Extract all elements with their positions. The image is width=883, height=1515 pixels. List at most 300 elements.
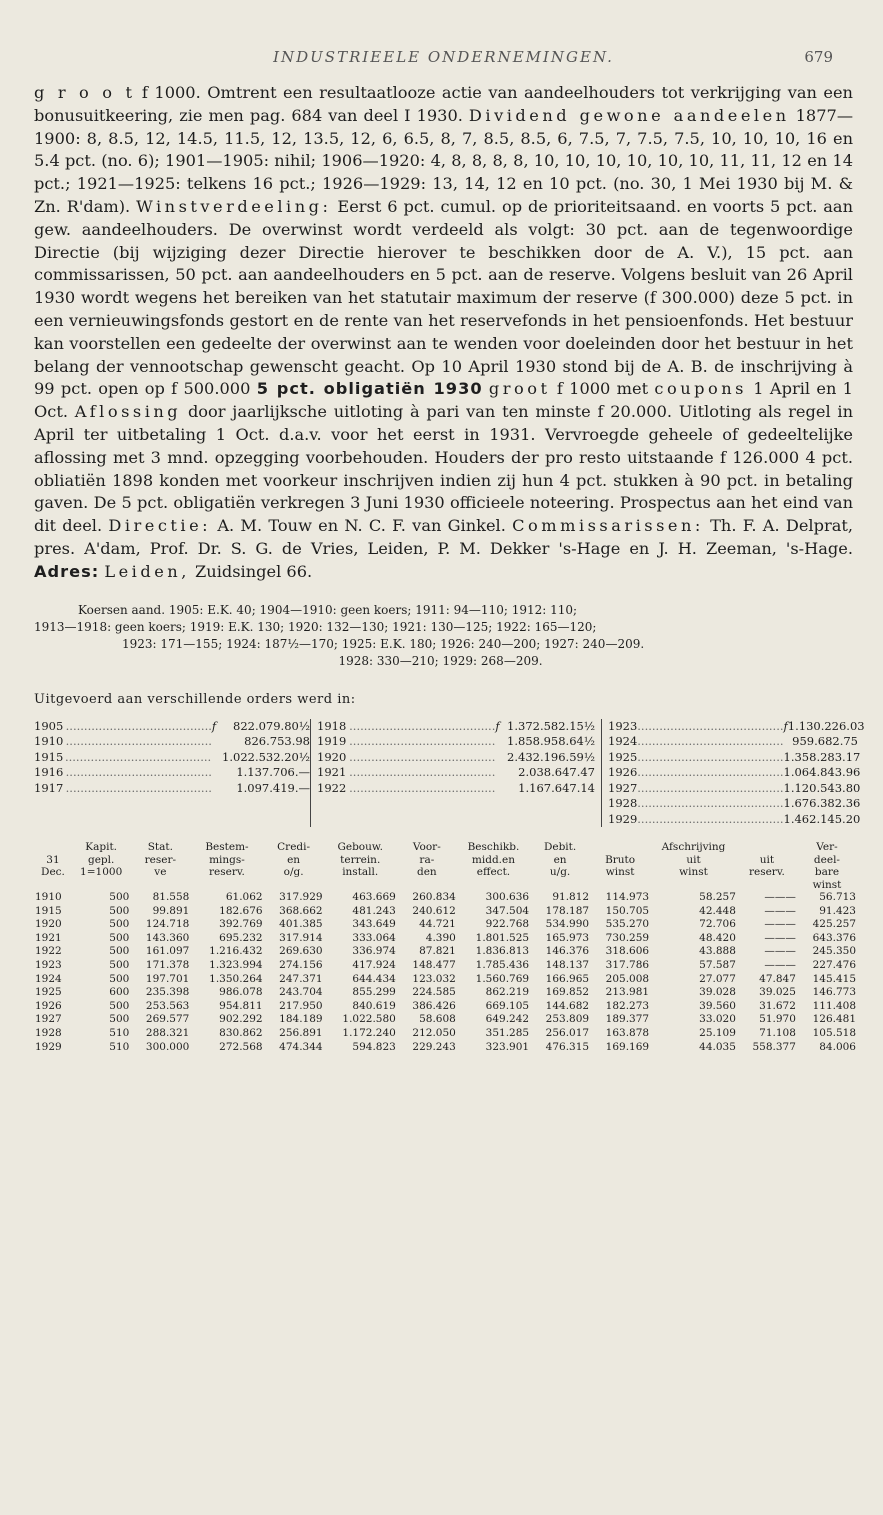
order-year: 1927	[608, 780, 638, 795]
order-year: 1915	[34, 749, 64, 764]
table-cell: 343.649	[352, 918, 396, 931]
header-cell: uit	[686, 853, 701, 866]
order-row	[608, 811, 861, 828]
table-cell: 1.216.432	[209, 945, 263, 958]
leader-dots: ........................................	[349, 780, 496, 795]
table-cell: 368.662	[279, 904, 323, 917]
order-year: 1923	[608, 718, 638, 733]
table-cell: 163.878	[605, 1026, 650, 1039]
leader-dots: ........................................	[637, 796, 784, 811]
table-cell: 47.847	[759, 972, 796, 985]
table-cell: 317.786	[605, 959, 650, 971]
currency-symbol	[784, 734, 792, 750]
text-run: f 1000 met	[550, 379, 655, 399]
header-row	[34, 879, 857, 892]
table-cell: 600	[109, 986, 130, 999]
table-cell: 25.109	[699, 1026, 736, 1039]
order-row	[317, 734, 595, 750]
label-adres: Adres:	[34, 561, 100, 581]
order-row	[608, 718, 865, 735]
table-cell: 169.852	[545, 986, 590, 999]
table-cell: 336.974	[352, 945, 396, 958]
leader-dots: ........................................	[349, 765, 496, 780]
table-cell: 500	[109, 931, 130, 944]
order-year: 1916	[34, 765, 64, 780]
header-row	[34, 854, 857, 867]
table-cell: 1924	[35, 972, 62, 985]
table-cell: 1910	[35, 891, 62, 904]
header-cell: Bestem-	[205, 841, 249, 854]
table-cell: 189.377	[605, 1013, 650, 1026]
currency-symbol: f	[211, 718, 217, 733]
table-cell: 1920	[35, 918, 62, 931]
header-cell	[737, 879, 797, 892]
table-cell: 217.950	[279, 999, 323, 1012]
leader-dots: ........................................	[65, 765, 212, 780]
table-cell: 51.970	[759, 1013, 796, 1026]
table-cell: 347.504	[485, 904, 530, 917]
table-cell: ———	[764, 918, 796, 931]
table-cell: 146.376	[545, 945, 590, 958]
header-row	[34, 866, 857, 879]
orders-column-1	[34, 719, 310, 828]
header-cell: Dec.	[41, 866, 65, 879]
order-row	[34, 750, 310, 766]
table-row	[34, 945, 857, 959]
header-cell: Afschrijving	[661, 841, 726, 854]
table-row	[34, 918, 857, 932]
table-cell: 500	[109, 999, 130, 1012]
currency-symbol	[495, 734, 506, 750]
table-cell: 146.773	[812, 986, 856, 999]
table-cell: 333.064	[352, 931, 396, 944]
header-cell: uit	[759, 853, 775, 866]
table-row	[34, 1013, 857, 1027]
table-cell: 386.426	[412, 999, 456, 1012]
table-cell: 114.973	[605, 891, 650, 904]
table-cell: 84.006	[819, 1040, 856, 1053]
table-cell: ———	[764, 959, 796, 971]
table-cell: ———	[764, 891, 796, 904]
page-number: 679	[804, 48, 833, 66]
table-cell: 1.560.769	[475, 972, 530, 985]
table-cell: 644.434	[352, 972, 396, 985]
table-cell: 171.378	[145, 959, 190, 971]
table-cell: 58.257	[699, 891, 736, 904]
order-row	[317, 719, 595, 735]
table-cell: 31.672	[759, 999, 796, 1012]
table-cell: 165.973	[545, 931, 590, 944]
table-cell: 99.891	[152, 904, 190, 917]
table-cell: 1.350.264	[209, 972, 263, 985]
koersen-line: Koersen aand. 1905: E.K. 40; 1904—1910: geen koers; 1911: 94—110; 1912: 110;	[78, 602, 578, 617]
table-cell: 61.062	[225, 891, 263, 904]
table-cell: 229.243	[412, 1040, 456, 1053]
table-cell: 476.315	[545, 1040, 590, 1053]
table-cell: 253.809	[545, 1013, 590, 1026]
currency-symbol	[211, 750, 222, 766]
leader-dots: ........................................	[64, 749, 212, 764]
leader-dots: ........................................	[637, 765, 784, 780]
header-row	[34, 841, 857, 854]
table-cell: 500	[109, 918, 130, 931]
currency-symbol	[212, 781, 223, 797]
table-row	[34, 986, 857, 1000]
order-year: 1928	[608, 796, 638, 811]
order-year: 1924	[608, 734, 638, 749]
header-cell	[34, 879, 72, 892]
koersen-line: 1913—1918: geen koers; 1919: E.K. 130; 1920: 132—130; 1921: 130—125; 1922: 165—120;	[34, 619, 597, 634]
header-cell: effect.	[476, 866, 511, 879]
table-cell: 272.568	[219, 1040, 263, 1053]
order-year: 1921	[317, 765, 347, 780]
header-cell: Bruto	[605, 853, 636, 866]
table-cell: 143.360	[145, 931, 190, 944]
financial-table	[34, 841, 857, 1054]
table-cell: 500	[109, 959, 130, 971]
text-run: 1877—1900: 8, 8.5, 12, 14.5, 11.5, 12, 13.5, 12, 6, 6.5, 8, 7, 8.5, 8.5, 6, 7.5, 7, 7.5, 7.5, 10, 10, 10, 16 en 5.4 pct. (no. 6); 1901—1905: nihil; 1906—1920: 4, 8, 8, 8, 8, 10, 10, 10, 10, 10, 10, 11, 11, 12 en 14 pct.; 1921—1925: telkens 16 pct.; 1926—1929: 13, 14, 12 en 10 pct. (no. 30, 1 Mei 1930 bij M. & Zn. R'dam).	[34, 105, 854, 216]
koersen-line: 1923: 171—155; 1924: 187½—170; 1925: E.K. 180; 1926: 240—200; 1927: 240—209.	[122, 636, 645, 651]
order-value: 2.038.647.47	[518, 765, 595, 780]
table-cell: ———	[764, 904, 796, 917]
span-leiden: Leiden,	[104, 561, 190, 581]
table-row	[34, 1000, 857, 1014]
table-cell: 954.811	[219, 999, 263, 1012]
table-cell: 247.371	[279, 972, 323, 985]
order-value: 1.137.706.—	[236, 765, 310, 780]
table-cell: 166.965	[545, 972, 590, 985]
table-cell: 500	[109, 972, 130, 985]
order-row	[608, 734, 858, 750]
table-cell: 510	[109, 1040, 130, 1053]
table-cell: 269.630	[279, 945, 323, 958]
table-cell: 253.563	[145, 999, 190, 1012]
table-cell: 481.243	[352, 904, 396, 917]
header-cell: en	[553, 853, 567, 866]
currency-symbol	[495, 765, 506, 781]
table-cell: ———	[764, 945, 796, 958]
label-commissarissen: Commissarissen:	[512, 516, 704, 536]
header-cell	[737, 841, 797, 854]
header-cell: winst	[605, 866, 635, 879]
order-row	[608, 749, 861, 766]
orders-heading: Uitgevoerd aan verschillende orders werd in:	[34, 691, 356, 707]
currency-symbol	[212, 765, 223, 781]
order-value: 1.022.532.20½	[222, 749, 310, 764]
table-cell: 213.981	[605, 986, 650, 999]
order-year: 1926	[608, 765, 638, 780]
table-cell: 1928	[35, 1026, 62, 1039]
table-cell: 4.390	[425, 931, 456, 944]
table-cell: 986.078	[219, 986, 263, 999]
leader-dots: ........................................	[65, 780, 212, 795]
label-aflossing: Aflossing	[74, 402, 182, 422]
table-cell: 184.189	[279, 1013, 323, 1026]
currency-symbol	[212, 734, 223, 750]
table-row	[34, 932, 857, 946]
table-cell: 317.914	[279, 931, 323, 944]
header-cell: o/g.	[283, 866, 304, 879]
order-year: 1919	[317, 734, 347, 749]
table-cell: 855.299	[352, 986, 396, 999]
order-value: 1.676.382.36	[783, 796, 861, 811]
order-value: 822.079.80½	[233, 718, 310, 733]
leader-dots: ........................................	[637, 780, 784, 795]
financial-table-body	[34, 891, 857, 1054]
order-value: 1.462.145.20	[783, 811, 861, 826]
table-cell: 123.032	[412, 972, 456, 985]
text-run: Eerst 6 pct. cumul. op de prioriteitsaand. en voorts 5 pct. aan gew. aandeelhouders. De overwinst wordt verdeeld als volgt: 30 pct. aan de tegenwoordige Directie (bij wijziging dezer Directie hierover te beschikken door de A. V.), 15 pct. aan commissarissen, 50 pct. aan aandeelhouders en 5 pct. aan de reserve. Volgens besluit van 26 April 1930 wordt wegens het bereiken van het statutair maximum der reserve (f 300.000) deze 5 pct. in een vernieuwingsfonds gestort en de rente van het reservefonds in het pensioenfonds. Het bestuur kan voorstellen een gedeelte der overwinst aan te wenden voor doeleinden door het bestuur in het belang der vennootschap gewenscht geacht. Op 10 April 1930 stond bij de A. B. de inschrijving à 99 pct. open op f 500.000	[34, 196, 853, 399]
order-value: 2.432.196.59½	[507, 749, 595, 764]
koersen-line: 1928: 330—210; 1929: 268—209.	[338, 653, 543, 668]
table-cell: ———	[764, 931, 796, 944]
header-cell: u/g.	[549, 866, 571, 879]
leader-dots: ........................................	[637, 811, 784, 826]
table-cell: 205.008	[605, 972, 650, 985]
table-cell: 71.108	[759, 1026, 796, 1039]
leader-dots: ........................................	[349, 734, 496, 749]
table-cell: 145.415	[812, 972, 856, 985]
table-cell: 1.172.240	[342, 1026, 396, 1039]
text-run: 1 April en 1 Oct.	[34, 379, 853, 422]
leader-dots: ........................................	[349, 749, 496, 764]
order-row	[317, 750, 595, 766]
table-cell: 474.344	[279, 1040, 323, 1053]
table-cell: 33.020	[699, 1013, 736, 1026]
header-cell: reser-	[144, 853, 177, 866]
table-cell: 27.077	[699, 972, 736, 985]
order-row	[608, 796, 861, 812]
order-year: 1922	[317, 780, 347, 795]
body-paragraph	[34, 82, 853, 584]
table-cell: 730.259	[605, 931, 650, 944]
header-cell	[397, 879, 457, 892]
table-cell: 161.097	[145, 945, 190, 958]
table-cell: 235.398	[145, 986, 190, 999]
table-cell: 39.028	[699, 986, 736, 999]
header-cell	[264, 879, 324, 892]
table-cell: 87.821	[419, 945, 456, 958]
leader-dots: ........................................	[349, 718, 496, 733]
header-cell: terrein.	[340, 853, 381, 866]
table-row	[34, 1027, 857, 1041]
label-winstverdeeling: Winstverdeeling:	[136, 196, 332, 216]
table-cell: 245.350	[812, 945, 856, 958]
table-cell: 126.481	[812, 1013, 856, 1026]
table-cell: 351.285	[485, 1026, 530, 1039]
header-cell: gepl.	[87, 853, 115, 866]
header-cell	[457, 879, 530, 892]
table-cell: 1925	[35, 986, 62, 999]
order-row	[317, 781, 595, 797]
table-cell: 643.376	[812, 931, 856, 944]
table-cell: 224.585	[412, 986, 456, 999]
table-cell: 510	[109, 1026, 130, 1039]
table-cell: 269.577	[145, 1013, 190, 1026]
table-cell: 401.385	[279, 918, 323, 931]
header-cell	[530, 879, 590, 892]
table-cell: 318.606	[605, 945, 650, 958]
header-cell	[590, 841, 650, 854]
table-cell: 425.257	[812, 918, 856, 931]
leader-dots: ........................................	[65, 718, 212, 733]
leader-dots: ........................................	[637, 734, 784, 749]
header-cell: Stat.	[147, 841, 173, 854]
text-run: Zuidsingel 66.	[189, 561, 313, 581]
header-cell: deel-	[813, 853, 840, 866]
table-cell: 840.619	[352, 999, 396, 1012]
table-cell: 500	[109, 904, 130, 917]
koersen-block	[34, 602, 853, 670]
table-cell: 535.270	[605, 918, 650, 931]
header-cell: Kapit.	[85, 841, 118, 854]
header-cell: Debit.	[543, 841, 577, 854]
table-cell: 830.862	[219, 1026, 263, 1039]
table-cell: 197.701	[145, 972, 190, 985]
table-cell: 669.105	[485, 999, 530, 1012]
order-year: 1905	[34, 718, 64, 733]
header-cell: Credi-	[277, 841, 311, 854]
table-cell: 48.420	[699, 931, 736, 944]
leader-dots: ........................................	[637, 749, 784, 764]
header-cell: 1=1000	[80, 866, 123, 879]
table-row	[34, 891, 857, 905]
table-cell: 148.137	[545, 959, 590, 971]
table-cell: 463.669	[352, 891, 396, 904]
header-cell: reserv.	[748, 866, 785, 879]
order-row	[317, 765, 595, 781]
table-cell: 44.721	[419, 918, 456, 931]
order-year: 1929	[608, 811, 638, 826]
table-cell: 417.924	[352, 959, 396, 971]
order-row	[34, 765, 310, 781]
header-cell	[650, 879, 737, 892]
orders-column-2	[310, 719, 602, 828]
order-year: 1920	[317, 749, 347, 764]
table-cell: 274.156	[279, 959, 323, 971]
header-cell: install.	[342, 866, 379, 879]
table-cell: 1.022.580	[342, 1013, 396, 1026]
table-cell: 43.888	[699, 945, 736, 958]
table-cell: 58.608	[419, 1013, 456, 1026]
order-value: 1.372.582.15½	[507, 718, 595, 733]
table-cell: 240.612	[412, 904, 456, 917]
table-cell: 317.929	[279, 891, 323, 904]
table-cell: 39.025	[759, 986, 796, 999]
financial-table-header	[34, 841, 857, 891]
running-header	[34, 46, 853, 76]
table-row	[34, 973, 857, 987]
header-cell: en	[287, 853, 301, 866]
table-cell: 500	[109, 891, 130, 904]
header-cell: mings-	[209, 853, 245, 866]
table-cell: 72.706	[699, 918, 736, 931]
table-cell: 111.408	[812, 999, 856, 1012]
order-row	[34, 781, 310, 797]
table-cell: 227.476	[812, 959, 856, 971]
header-cell: Beschikb.	[467, 841, 520, 854]
table-cell: 594.823	[352, 1040, 396, 1053]
table-cell: 1926	[35, 999, 62, 1012]
table-cell: 288.321	[145, 1026, 190, 1039]
table-row	[34, 1041, 857, 1055]
table-cell: 500	[109, 1013, 130, 1026]
table-cell: 182.676	[219, 904, 263, 917]
table-cell: 256.891	[279, 1026, 323, 1039]
order-row	[34, 719, 310, 735]
table-cell: 1927	[35, 1013, 62, 1026]
header-cell: Ver-	[816, 841, 838, 854]
order-year: 1910	[34, 734, 64, 749]
table-cell: 558.377	[752, 1040, 796, 1053]
table-cell: 902.292	[219, 1013, 263, 1026]
header-cell: ra-	[419, 853, 435, 866]
table-cell: 1921	[35, 931, 62, 944]
header-title: INDUSTRIEELE ONDERNEMINGEN.	[273, 48, 614, 66]
order-year: 1918	[317, 718, 347, 733]
table-cell: 182.273	[605, 999, 650, 1012]
table-cell: 56.713	[819, 891, 856, 904]
table-cell: 1.323.994	[209, 959, 263, 971]
table-cell: 922.768	[485, 918, 530, 931]
table-cell: 105.518	[812, 1026, 856, 1039]
currency-symbol: f	[783, 718, 788, 733]
text-run: A. M. Touw en N. C. F. van Ginkel.	[211, 516, 513, 536]
order-value: 1.130.226.03	[787, 718, 865, 733]
label-coupons: coupons	[654, 379, 747, 399]
order-row	[608, 765, 861, 781]
table-cell: 1.836.813	[475, 945, 530, 958]
order-value: 959.682.75	[792, 734, 858, 749]
order-value: 1.858.958.64½	[507, 734, 595, 749]
table-cell: 1915	[35, 904, 62, 917]
header-cell	[34, 841, 72, 854]
currency-symbol: f	[495, 718, 500, 733]
table-cell: 81.558	[152, 891, 190, 904]
header-cell: 31	[46, 853, 60, 866]
order-row	[34, 734, 310, 750]
order-value: 1.097.419.—	[236, 780, 310, 795]
order-value: 1.120.543.80	[783, 780, 861, 795]
leader-dots: ........................................	[65, 734, 212, 749]
text-run: door jaarlijksche uitloting à pari van ten minste f 20.000. Uitloting als regel in April ter uitbetaling 1 Oct. d.a.v. voor het eerst in 1931. Vervroegde geheele of gedeeltelijke aflossing met 3 mnd. opzegging voorbehouden. Houders der pro resto uitstaande f 126.000 4 pct. obliatiën 1898 konden met voorkeur inschrijven indien zij hun 4 pct. stukken à 90 pct. in betaling gaven. De 5 pct. obligatiën verkregen 3 Juni 1930 officieele noteering. Prospectus aan het eind van dit deel.	[34, 402, 853, 536]
header-cell: bare	[814, 866, 840, 879]
header-cell: den	[416, 866, 437, 879]
table-cell: 649.242	[485, 1013, 530, 1026]
header-cell	[72, 879, 130, 892]
table-cell: 323.901	[485, 1040, 530, 1053]
table-cell: 1.785.436	[475, 959, 530, 971]
currency-symbol	[495, 781, 506, 797]
label-directie: Directie:	[108, 516, 212, 536]
orders-column-3	[602, 718, 865, 828]
table-row	[34, 959, 857, 973]
header-cell: Gebouw.	[337, 841, 383, 854]
table-cell: 500	[109, 945, 130, 958]
table-cell: 256.017	[545, 1026, 590, 1039]
table-cell: 124.718	[145, 918, 190, 931]
table-cell: 300.000	[145, 1040, 190, 1053]
text-run: f 1000. Omtrent een resultaatlooze actie van aandeelhouders tot verkrijging van een bonusuitkeering, zie men pag. 684 van deel I 1930.	[34, 83, 853, 125]
table-cell: 534.990	[545, 918, 590, 931]
leader-dots: ........................................	[637, 718, 784, 733]
table-cell: 144.682	[545, 999, 590, 1012]
table-cell: 57.587	[699, 959, 736, 971]
order-value: 1.167.647.14	[518, 780, 595, 795]
order-row	[608, 780, 861, 797]
table-row	[34, 905, 857, 919]
header-cell: Voor-	[412, 841, 441, 854]
